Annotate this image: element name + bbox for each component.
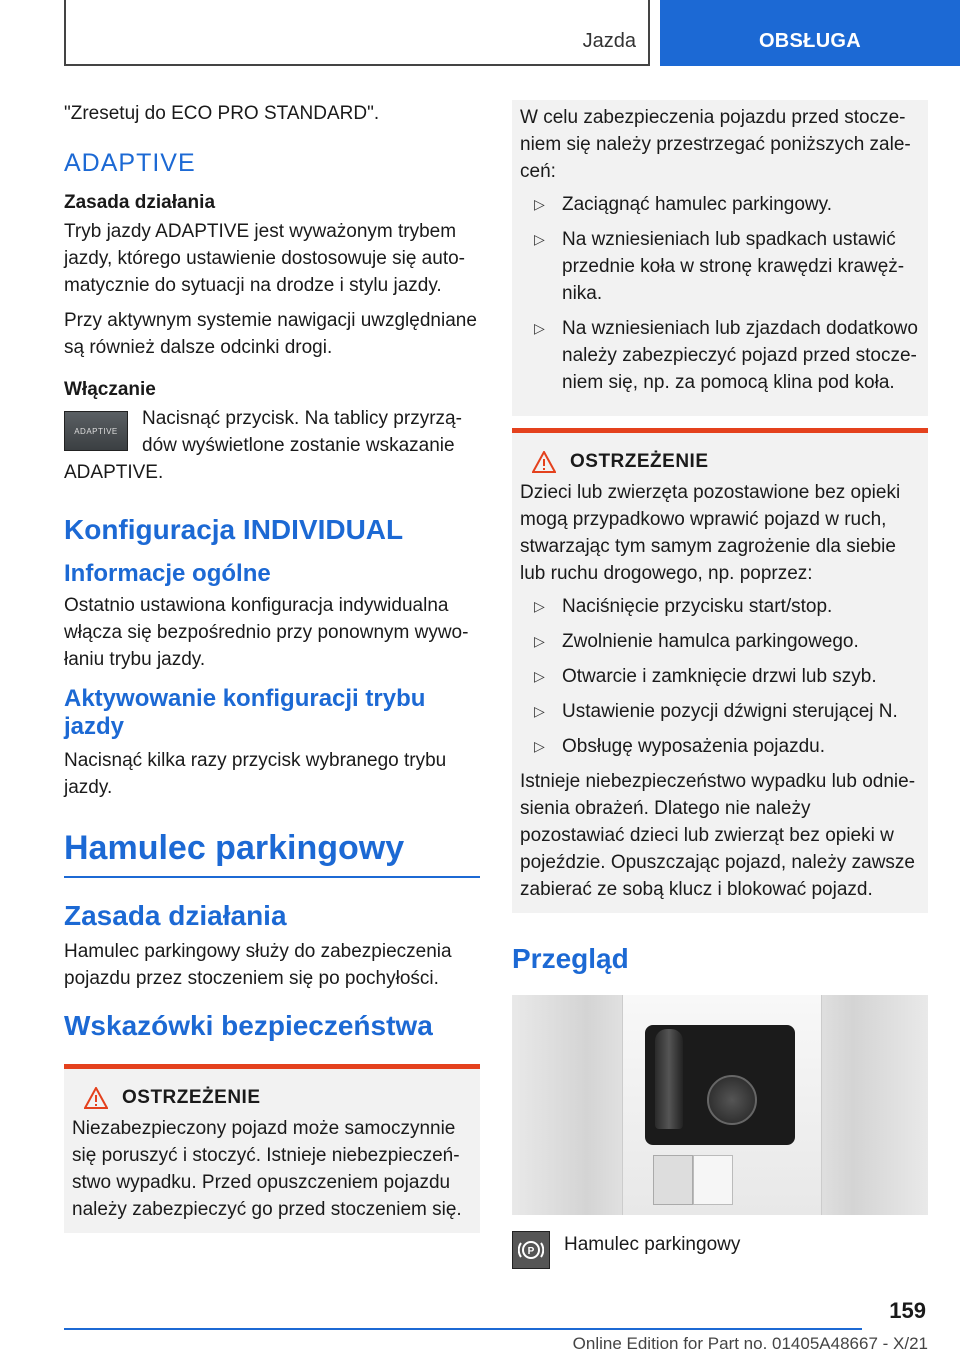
list-item: ▷ Na wzniesieniach lub zjazdach dodatkowo należy zabezpieczyć pojazd przed stocze-niem się, np. za pomocą klina pod koła.	[520, 315, 920, 396]
left-column	[64, 100, 480, 1233]
bullet-triangle-icon: ▷	[534, 196, 545, 212]
warning-outro: Istnieje niebezpieczeństwo wypadku lub odnie-sienia obrażeń. Dlatego nie należy pozostawiać dzieci lub zwierząt bez opieki w pojeździe. Opuszczając pojazd, należy zawsze zabierać ze sobą klucz i blokować pojazd.	[520, 771, 916, 900]
list-item: ▷ Otwarcie i zamknięcie drzwi lub szyb.	[520, 663, 920, 690]
header-section-box	[64, 0, 650, 66]
warning-list	[520, 593, 920, 760]
list-item: ▷ Zwolnienie hamulca parkingowego.	[520, 628, 920, 655]
bullet-triangle-icon: ▷	[534, 738, 545, 754]
console-tray	[693, 1155, 733, 1205]
svg-text:P: P	[527, 1246, 535, 1257]
bullet-triangle-icon: ▷	[534, 668, 545, 684]
info-text: Ostatnio ustawiona konfiguracja indywidualna włącza się bezpośrednio przy ponownym wywo-łaniu trybu jazdy.	[64, 595, 469, 670]
parking-brake-icon	[512, 1231, 550, 1269]
console-body	[622, 995, 822, 1215]
right-column	[512, 100, 928, 1269]
control-panel	[645, 1025, 795, 1145]
bullet-triangle-icon: ▷	[534, 231, 545, 247]
gear-selector-icon	[655, 1029, 683, 1129]
switch-on-text: Nacisnąć przycisk. Na tablicy przyrzą-dów wyświetlone zostanie wskazanie ADAPTIVE.	[64, 408, 462, 483]
adaptive-paragraph-1: Tryb jazdy ADAPTIVE jest wyważonym trybem jazdy, którego ustawienie dostosowuje się auto-matycznie do sytuacji na drodze i stylu jazdy.	[64, 221, 465, 296]
bullet-triangle-icon: ▷	[534, 633, 545, 649]
principle-heading: Zasada działania	[64, 192, 216, 213]
aktywowanie-heading: Aktywowanie konfiguracji trybu jazdy	[64, 685, 426, 740]
warning-intro: Dzieci lub zwierzęta pozostawione bez opieki mogą przypadkowo wprawić pojazd w ruch, stwarzając tym samym zagrożenie dla siebie lub ruchu drogowego, np. poprzez:	[520, 482, 901, 584]
list-item: ▷ Naciśnięcie przycisku start/stop.	[520, 593, 920, 620]
aktywowanie-text: Nacisnąć kilka razy przycisk wybranego trybu jazdy.	[64, 750, 447, 798]
info-heading: Informacje ogólne	[64, 560, 271, 587]
zasada-heading: Zasada działania	[64, 900, 287, 931]
hamulec-heading: Hamulec parkingowy	[64, 829, 480, 878]
controller-knob-icon	[707, 1075, 757, 1125]
warning-title: OSTRZEŻENIE	[570, 451, 709, 472]
center-console-photo	[512, 995, 928, 1215]
list-item: ▷ Na wzniesieniach lub spadkach ustawić przednie koła w stronę krawędzi krawęż-nika.	[520, 226, 920, 307]
warning-title: OSTRZEŻENIE	[122, 1087, 261, 1108]
page-header	[0, 0, 960, 66]
parking-brake-switch-icon	[653, 1155, 693, 1205]
warning-title-row	[520, 451, 920, 473]
warning-box-left	[64, 1064, 480, 1233]
header-section-title: Jazda	[582, 30, 636, 52]
list-item: ▷ Zaciągnąć hamulec parkingowy.	[520, 191, 920, 218]
bullet-triangle-icon: ▷	[534, 703, 545, 719]
list-item: ▷ Obsługę wyposażenia pojazdu.	[520, 733, 920, 760]
switch-on-block	[64, 405, 480, 486]
header-chapter-tab[interactable]	[660, 0, 960, 66]
adaptive-paragraph-2: Przy aktywnym systemie nawigacji uwzględniane są również dalsze odcinki drogi.	[64, 310, 477, 358]
konfiguracja-heading: Konfiguracja INDIVIDUAL	[64, 514, 404, 545]
footer-rule	[64, 1328, 862, 1330]
warning-text: Niezabezpieczony pojazd może samoczynnie się poruszyć i stoczyć. Istnieje niebezpieczeń-stwo wypadku. Przed opuszczeniem pojazdu należy zabezpieczyć go przed stoczeniem się.	[72, 1118, 462, 1220]
adaptive-heading: ADAPTIVE	[64, 149, 196, 177]
intro-text: "Zresetuj do ECO PRO STANDARD".	[64, 103, 380, 124]
parking-brake-label: Hamulec parkingowy	[564, 1234, 741, 1255]
warning-triangle-icon	[84, 1087, 108, 1109]
list-item: ▷ Ustawienie pozycji dźwigni sterującej N.	[520, 698, 920, 725]
warning-title-row	[72, 1087, 472, 1109]
footer-edition	[64, 1334, 928, 1354]
adaptive-button-label: ADAPTIVE	[74, 426, 118, 436]
header-chapter-label: OBSŁUGA	[758, 30, 862, 52]
adaptive-button-icon	[64, 411, 128, 451]
switch-on-heading: Włączanie	[64, 379, 156, 400]
wskazowki-heading: Wskazówki bezpieczeństwa	[64, 1010, 433, 1041]
przeglad-heading: Przegląd	[512, 943, 629, 974]
page-number: 159	[889, 1298, 926, 1323]
continued-text: W celu zabezpieczenia pojazdu przed stocze-niem się należy przestrzegać poniższych zale-ceń:	[520, 107, 911, 182]
zasada-text: Hamulec parkingowy służy do zabezpieczenia pojazdu przez stoczeniem się po pochyłości.	[64, 941, 452, 989]
parking-brake-legend	[512, 1231, 928, 1269]
continued-box	[512, 100, 928, 416]
bullet-triangle-icon: ▷	[534, 598, 545, 614]
bullet-triangle-icon: ▷	[534, 320, 545, 336]
footer-edition-text: Online Edition for Part no. 01405A48667 - X/21	[572, 1334, 928, 1353]
continued-list	[520, 191, 920, 396]
warning-box-right	[512, 428, 928, 913]
warning-triangle-icon	[532, 451, 556, 473]
